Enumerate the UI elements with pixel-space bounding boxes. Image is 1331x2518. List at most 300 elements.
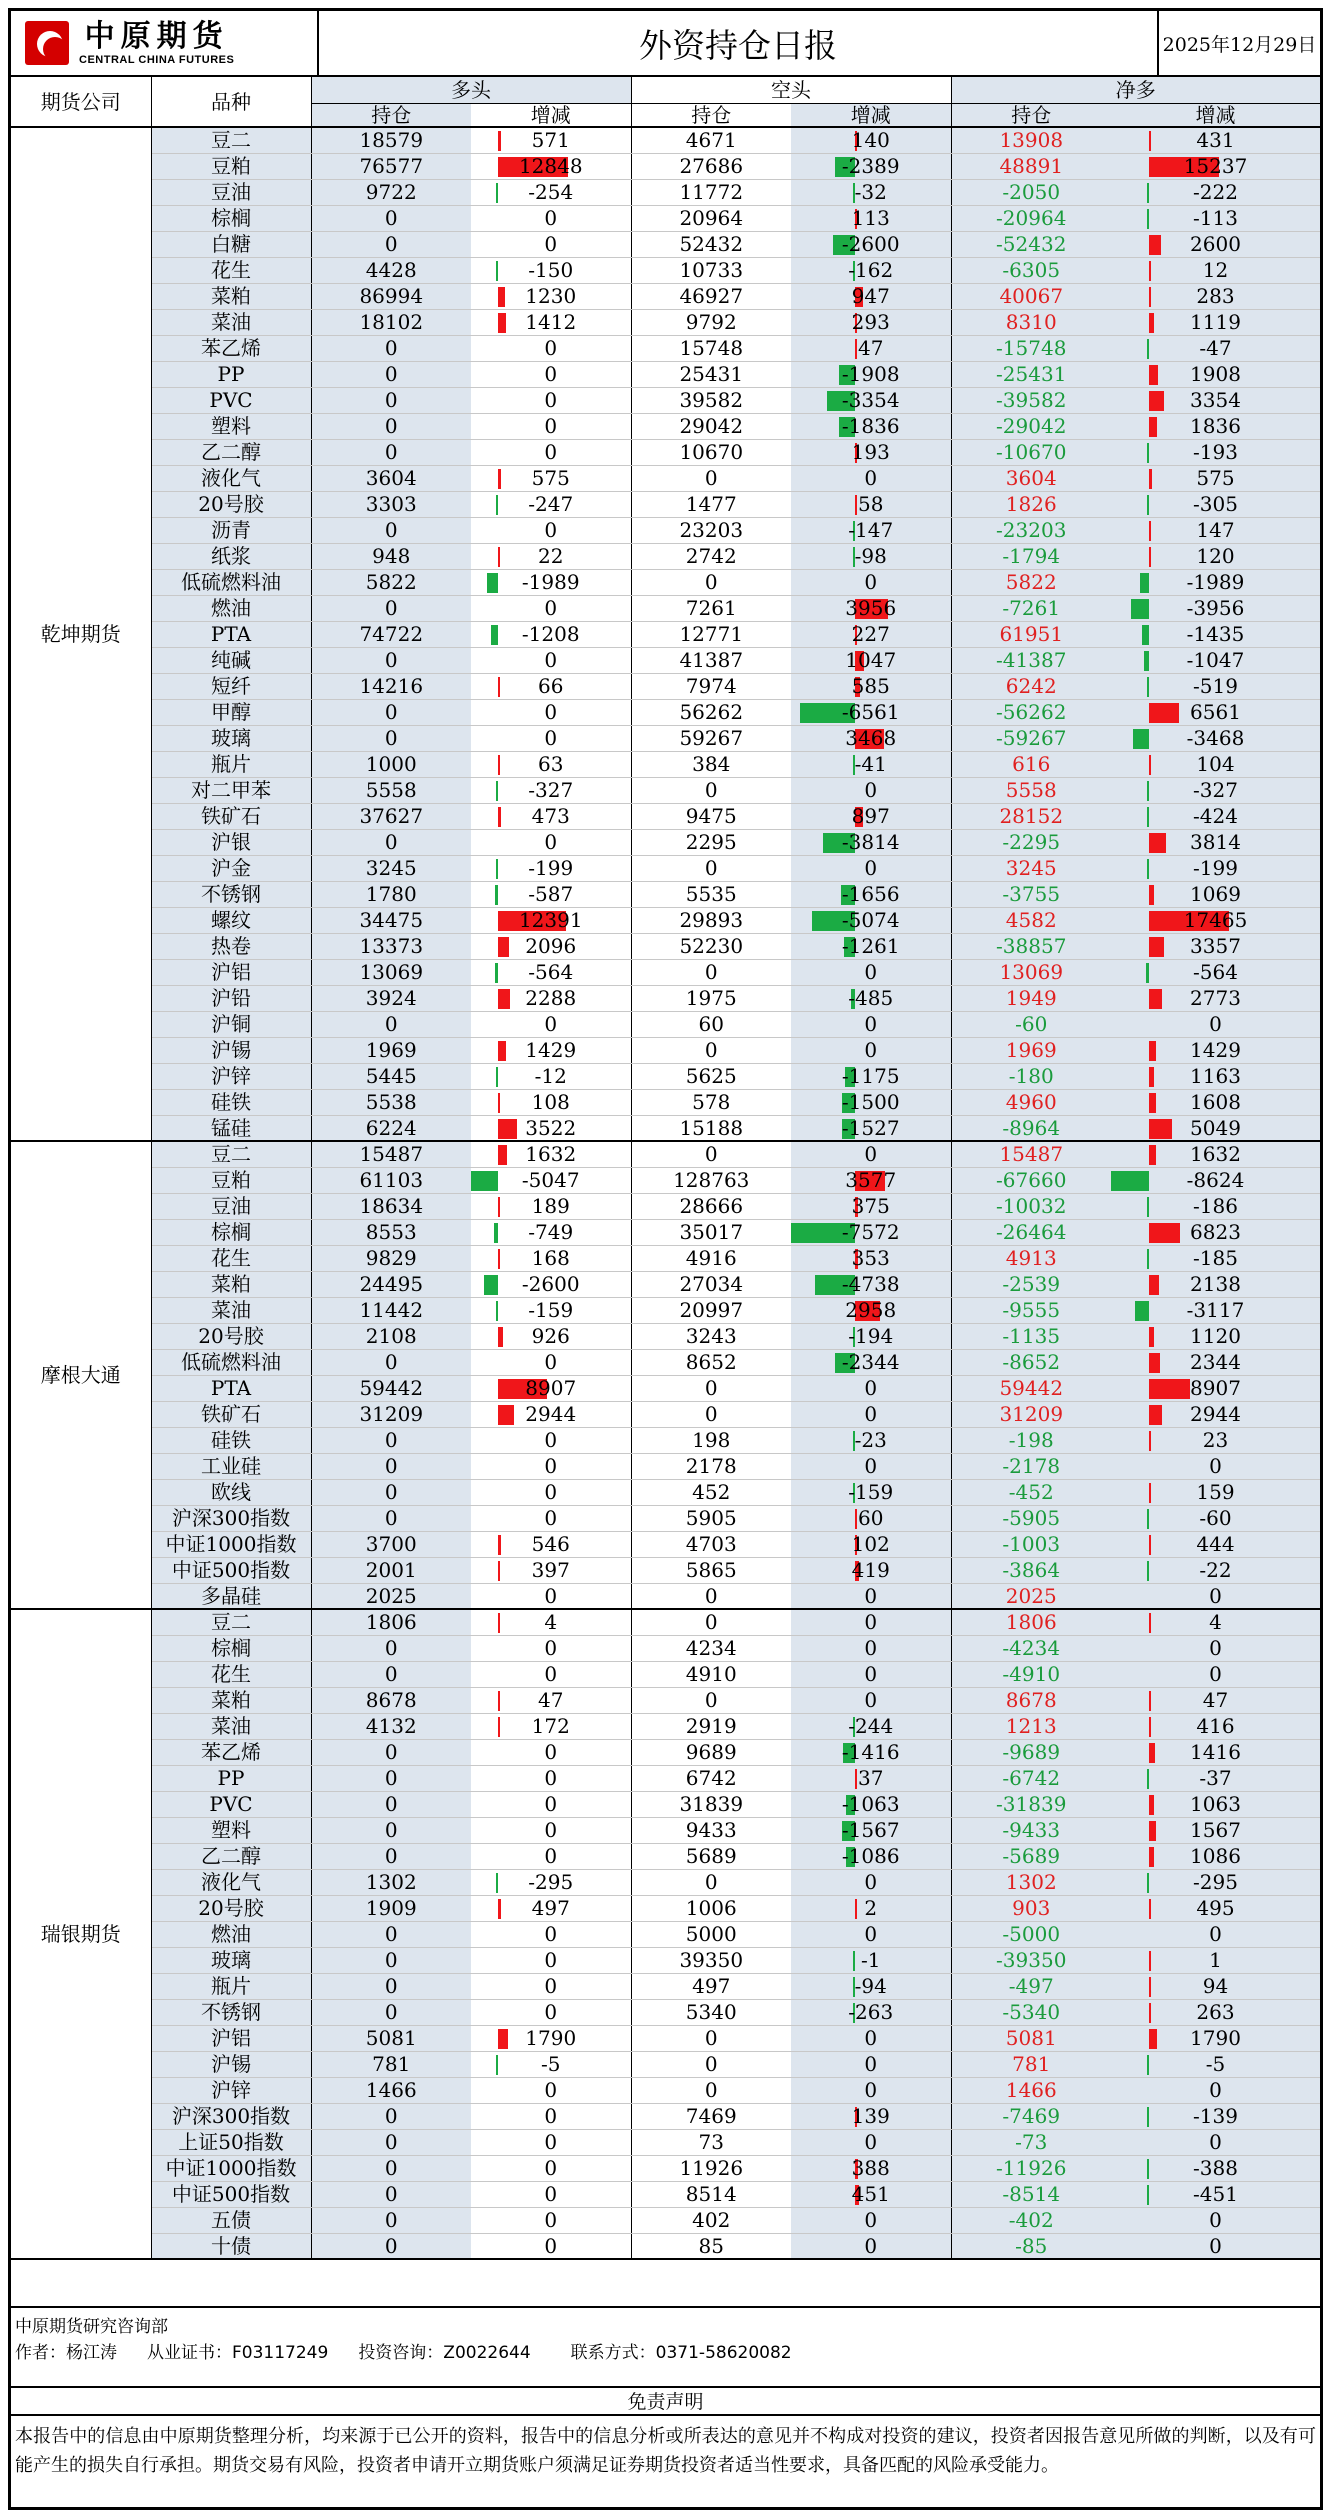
net-change-cell	[1111, 1141, 1320, 1167]
increase-bar	[1149, 1327, 1154, 1347]
long-change-cell	[471, 387, 631, 413]
long-holding-cell: 4132	[311, 1713, 471, 1739]
increase-bar	[1149, 1379, 1190, 1399]
long-holding-cell: 0	[311, 2181, 471, 2207]
short-holding-cell: 52230	[631, 933, 791, 959]
change-value: -98	[854, 543, 887, 568]
short-change-cell	[791, 1427, 951, 1453]
decrease-bar	[496, 1873, 498, 1893]
decrease-bar	[1147, 183, 1149, 203]
short-holding-cell: 5625	[631, 1063, 791, 1089]
increase-bar	[1149, 1977, 1151, 1997]
increase-bar	[498, 287, 505, 307]
net-change-cell	[1111, 1063, 1320, 1089]
net-change-cell	[1111, 2129, 1320, 2155]
increase-bar	[1149, 833, 1166, 853]
table-row	[11, 699, 1320, 725]
short-holding-cell: 0	[631, 1401, 791, 1427]
net-change-cell	[1111, 907, 1320, 933]
long-holding-cell: 1969	[311, 1037, 471, 1063]
change-value: 0	[864, 2207, 878, 2232]
table-row	[11, 1453, 1320, 1479]
net-holding-cell: -3864	[951, 1557, 1111, 1583]
decrease-bar	[853, 1951, 855, 1971]
variety-cell: 20号胶	[151, 491, 311, 517]
change-value: 947	[851, 283, 890, 308]
long-change-cell	[471, 439, 631, 465]
variety-cell: 棕榈	[151, 1635, 311, 1661]
short-holding-cell: 7261	[631, 595, 791, 621]
increase-bar	[1149, 1899, 1151, 1919]
decrease-bar	[1133, 729, 1149, 749]
change-value: -199	[528, 855, 574, 880]
net-holding-cell: 1213	[951, 1713, 1111, 1739]
net-change-cell	[1111, 1609, 1320, 1635]
long-change-cell	[471, 1687, 631, 1713]
change-value: 6561	[1190, 699, 1241, 724]
net-change-cell	[1111, 1219, 1320, 1245]
net-change-cell	[1111, 803, 1320, 829]
short-holding-cell: 6742	[631, 1765, 791, 1791]
net-holding-cell: -10032	[951, 1193, 1111, 1219]
change-value: 6823	[1190, 1219, 1241, 1244]
short-change-cell	[791, 1115, 951, 1141]
net-holding-cell: -1135	[951, 1323, 1111, 1349]
change-value: -1261	[841, 933, 900, 958]
net-change-cell	[1111, 387, 1320, 413]
increase-bar	[498, 1405, 514, 1425]
net-change-cell	[1111, 1973, 1320, 1999]
short-change-cell	[791, 933, 951, 959]
net-change-cell	[1111, 569, 1320, 595]
change-value: -1063	[841, 1791, 900, 1816]
net-change-cell	[1111, 673, 1320, 699]
short-holding-cell: 384	[631, 751, 791, 777]
long-change-cell	[471, 1739, 631, 1765]
variety-cell: 菜粕	[151, 283, 311, 309]
decrease-bar	[471, 1171, 498, 1191]
table-row	[11, 1479, 1320, 1505]
variety-cell: 菜油	[151, 309, 311, 335]
net-change-cell	[1111, 621, 1320, 647]
short-holding-cell: 20964	[631, 205, 791, 231]
short-holding-cell: 4703	[631, 1531, 791, 1557]
change-value: 108	[531, 1089, 570, 1114]
short-holding-cell: 85	[631, 2233, 791, 2259]
net-holding-cell: -26464	[951, 1219, 1111, 1245]
short-change-cell	[791, 1791, 951, 1817]
long-change-cell	[471, 1297, 631, 1323]
net-change-cell	[1111, 595, 1320, 621]
short-holding-cell: 9475	[631, 803, 791, 829]
table-row	[11, 1999, 1320, 2025]
table-row	[11, 803, 1320, 829]
change-value: 585	[851, 673, 890, 698]
change-value: 8907	[525, 1375, 577, 1400]
change-value: 4	[1209, 1610, 1222, 1634]
long-holding-cell: 31209	[311, 1401, 471, 1427]
report-frame	[8, 8, 1323, 2510]
short-holding-cell: 59267	[631, 725, 791, 751]
variety-cell: 燃油	[151, 595, 311, 621]
increase-bar	[1149, 365, 1158, 385]
change-value: 139	[851, 2103, 890, 2128]
long-change-cell	[471, 2077, 631, 2103]
net-change-cell	[1111, 959, 1320, 985]
short-holding-cell: 497	[631, 1973, 791, 1999]
short-change-cell	[791, 1453, 951, 1479]
decrease-bar	[491, 625, 498, 645]
table-row	[11, 439, 1320, 465]
table-row	[11, 2233, 1320, 2259]
logo	[11, 11, 319, 75]
change-value: -23	[854, 1427, 887, 1452]
table-row	[11, 465, 1320, 491]
decrease-bar	[496, 859, 498, 879]
long-holding-cell: 61103	[311, 1167, 471, 1193]
table-row	[11, 491, 1320, 517]
report-title: 外资持仓日报	[639, 25, 837, 65]
table-row	[11, 2181, 1320, 2207]
net-change-cell	[1111, 2233, 1320, 2259]
change-value: 12	[1202, 257, 1229, 282]
change-value: 0	[864, 1453, 878, 1478]
net-holding-cell: -5905	[951, 1505, 1111, 1531]
change-value: 388	[851, 2155, 890, 2180]
short-change-cell	[791, 1817, 951, 1843]
short-holding-cell: 73	[631, 2129, 791, 2155]
report-footer	[11, 2306, 1320, 2507]
net-change-cell	[1111, 725, 1320, 751]
long-change-cell	[471, 1531, 631, 1557]
change-value: 17465	[1183, 907, 1248, 932]
long-holding-cell: 0	[311, 1843, 471, 1869]
variety-cell: 对二甲苯	[151, 777, 311, 803]
long-holding-cell: 0	[311, 335, 471, 361]
table-row	[11, 1245, 1320, 1271]
table-row	[11, 153, 1320, 179]
increase-bar	[498, 1561, 500, 1581]
decrease-bar	[1131, 599, 1149, 619]
short-change-cell	[791, 179, 951, 205]
short-change-cell	[791, 439, 951, 465]
table-row	[11, 1167, 1320, 1193]
report-header	[11, 11, 1320, 77]
variety-cell: 热卷	[151, 933, 311, 959]
change-value: -1435	[1186, 621, 1245, 646]
change-value: -6561	[841, 699, 900, 724]
long-holding-cell: 1000	[311, 751, 471, 777]
col-company: 期货公司	[11, 77, 151, 127]
change-value: 0	[864, 855, 878, 880]
change-value: 2773	[1190, 985, 1241, 1010]
net-holding-cell: 4913	[951, 1245, 1111, 1271]
net-change-cell	[1111, 1427, 1320, 1453]
change-value: -5	[1205, 2051, 1226, 2076]
change-value: -1175	[841, 1063, 900, 1088]
change-value: 58	[858, 491, 884, 516]
table-row	[11, 647, 1320, 673]
long-change-cell	[471, 361, 631, 387]
short-holding-cell: 41387	[631, 647, 791, 673]
increase-bar	[498, 1899, 501, 1919]
short-holding-cell: 23203	[631, 517, 791, 543]
increase-bar	[498, 313, 506, 333]
short-holding-cell: 0	[631, 2051, 791, 2077]
change-value: 0	[544, 829, 558, 854]
change-value: 5049	[1190, 1115, 1241, 1140]
long-holding-cell: 781	[311, 2051, 471, 2077]
short-change-cell	[791, 1167, 951, 1193]
long-change-cell	[471, 1115, 631, 1141]
table-row	[11, 933, 1320, 959]
net-holding-cell: -59267	[951, 725, 1111, 751]
short-holding-cell: 2919	[631, 1713, 791, 1739]
change-value: -254	[528, 179, 574, 204]
logo-icon	[25, 21, 69, 65]
change-value: -327	[1193, 777, 1238, 802]
increase-bar	[1149, 1717, 1151, 1737]
change-value: 444	[1196, 1531, 1235, 1556]
change-value: 419	[851, 1557, 890, 1582]
increase-bar	[1149, 1353, 1160, 1373]
long-holding-cell: 2108	[311, 1323, 471, 1349]
decrease-bar	[1147, 859, 1149, 879]
decrease-bar	[1147, 1769, 1149, 1789]
decrease-bar	[1147, 807, 1149, 827]
long-holding-cell: 0	[311, 1817, 471, 1843]
table-row	[11, 1869, 1320, 1895]
table-row	[11, 1063, 1320, 1089]
short-change-cell	[791, 777, 951, 803]
variety-cell: 燃油	[151, 1921, 311, 1947]
long-holding-cell: 2025	[311, 1583, 471, 1609]
short-change-cell	[791, 517, 951, 543]
long-holding-cell: 0	[311, 1453, 471, 1479]
long-holding-cell: 3700	[311, 1531, 471, 1557]
increase-bar	[498, 1119, 517, 1139]
short-holding-cell: 0	[631, 777, 791, 803]
long-change-cell	[471, 517, 631, 543]
change-value: 120	[1196, 543, 1235, 568]
disclaimer-text: 本报告中的信息由中原期货整理分析，均来源于已公开的资料，报告中的信息分析或所表达的意见并不构成对投资的建议，投资者因报告意见所做的判断，以及有可能产生的损失自行承担。期货交易有风险，投资者申请开立期货账户须满足证券期货投资者适当性要求，具备匹配的风险承受能力。	[15, 2426, 1316, 2476]
change-value: 2138	[1190, 1271, 1241, 1296]
short-change-cell	[791, 1609, 951, 1635]
change-value: -41	[854, 751, 887, 776]
variety-cell: 纯碱	[151, 647, 311, 673]
net-change-cell	[1111, 829, 1320, 855]
increase-bar	[498, 1327, 503, 1347]
table-row	[11, 2025, 1320, 2051]
table-row	[11, 985, 1320, 1011]
change-value: 0	[544, 1349, 558, 1374]
variety-cell: 豆二	[151, 1141, 311, 1167]
short-change-cell	[791, 1661, 951, 1687]
net-change-cell	[1111, 1323, 1320, 1349]
change-value: -47	[1199, 335, 1232, 360]
net-holding-cell: -7469	[951, 2103, 1111, 2129]
net-holding-cell: 48891	[951, 153, 1111, 179]
long-holding-cell: 14216	[311, 673, 471, 699]
short-change-cell	[791, 387, 951, 413]
short-holding-cell: 7469	[631, 2103, 791, 2129]
short-holding-cell: 29042	[631, 413, 791, 439]
long-holding-cell: 1780	[311, 881, 471, 907]
variety-cell: 五债	[151, 2207, 311, 2233]
change-value: 0	[544, 2155, 558, 2180]
variety-cell: 菜粕	[151, 1271, 311, 1297]
short-change-cell	[791, 127, 951, 153]
net-holding-cell: 8678	[951, 1687, 1111, 1713]
table-row	[11, 517, 1320, 543]
net-change-cell	[1111, 1011, 1320, 1037]
increase-bar	[1149, 2029, 1157, 2049]
net-holding-cell: -39350	[951, 1947, 1111, 1973]
change-value: -159	[528, 1297, 574, 1322]
increase-bar	[1149, 521, 1151, 541]
long-change-cell	[471, 1245, 631, 1271]
short-holding-cell: 0	[631, 1609, 791, 1635]
net-change-cell	[1111, 2025, 1320, 2051]
change-value: 0	[544, 387, 558, 412]
long-holding-cell: 9722	[311, 179, 471, 205]
net-holding-cell: -180	[951, 1063, 1111, 1089]
long-change-cell	[471, 1167, 631, 1193]
short-holding-cell: 4234	[631, 1635, 791, 1661]
long-change-cell	[471, 465, 631, 491]
long-holding-cell: 0	[311, 1973, 471, 1999]
table-row	[11, 1687, 1320, 1713]
change-value: -1208	[521, 621, 580, 646]
short-change-cell	[791, 985, 951, 1011]
net-holding-cell: -5689	[951, 1843, 1111, 1869]
long-change-cell	[471, 1921, 631, 1947]
change-value: -451	[1193, 2181, 1238, 2206]
variety-cell: 菜油	[151, 1297, 311, 1323]
decrease-bar	[1147, 781, 1149, 801]
short-holding-cell: 1006	[631, 1895, 791, 1921]
change-value: 0	[864, 1869, 878, 1894]
short-change-cell	[791, 2233, 951, 2259]
decrease-bar	[1147, 1509, 1149, 1529]
table-row	[11, 1219, 1320, 1245]
short-holding-cell: 2295	[631, 829, 791, 855]
long-holding-cell: 948	[311, 543, 471, 569]
net-change-cell	[1111, 855, 1320, 881]
increase-bar	[1149, 261, 1151, 281]
short-change-cell	[791, 1193, 951, 1219]
short-holding-cell: 56262	[631, 699, 791, 725]
change-value: 0	[1209, 2129, 1222, 2154]
net-change-cell	[1111, 1089, 1320, 1115]
variety-cell: PP	[151, 361, 311, 387]
net-change-cell	[1111, 2077, 1320, 2103]
increase-bar	[498, 677, 500, 697]
decrease-bar	[495, 963, 498, 983]
change-value: -295	[1193, 1869, 1238, 1894]
long-holding-cell: 0	[311, 205, 471, 231]
table-row	[11, 725, 1320, 751]
net-change-cell	[1111, 1401, 1320, 1427]
short-change-cell	[791, 1271, 951, 1297]
change-value: 0	[1209, 2207, 1222, 2232]
net-holding-cell: -7261	[951, 595, 1111, 621]
increase-bar	[498, 1093, 500, 1113]
variety-cell: 螺纹	[151, 907, 311, 933]
net-change-cell	[1111, 1869, 1320, 1895]
short-change-cell	[791, 699, 951, 725]
net-holding-cell: -5340	[951, 1999, 1111, 2025]
net-change-cell	[1111, 1817, 1320, 1843]
net-change-cell	[1111, 933, 1320, 959]
short-holding-cell: 35017	[631, 1219, 791, 1245]
change-value: 0	[544, 595, 558, 620]
long-change-cell	[471, 491, 631, 517]
change-value: 0	[544, 1661, 558, 1686]
change-value: 47	[858, 335, 884, 360]
change-value: 0	[864, 2025, 878, 2050]
increase-bar	[855, 1769, 857, 1789]
change-value: 147	[1196, 517, 1235, 542]
table-row	[11, 1193, 1320, 1219]
variety-cell: 豆二	[151, 127, 311, 153]
net-holding-cell: -6742	[951, 1765, 1111, 1791]
decrease-bar	[1147, 1197, 1149, 1217]
short-holding-cell: 5865	[631, 1557, 791, 1583]
short-change-cell	[791, 543, 951, 569]
net-holding-cell: -1794	[951, 543, 1111, 569]
variety-cell: 塑料	[151, 413, 311, 439]
change-value: 15237	[1183, 153, 1248, 178]
change-value: -2600	[521, 1271, 580, 1296]
change-value: 22	[538, 543, 564, 568]
increase-bar	[1149, 131, 1151, 151]
decrease-bar	[1144, 651, 1149, 671]
increase-bar	[1149, 235, 1161, 255]
short-holding-cell: 0	[631, 959, 791, 985]
short-holding-cell: 15188	[631, 1115, 791, 1141]
long-holding-cell: 2001	[311, 1557, 471, 1583]
increase-bar	[1149, 547, 1151, 567]
table-row	[11, 1791, 1320, 1817]
short-change-cell	[791, 1141, 951, 1167]
decrease-bar	[1147, 2107, 1149, 2127]
table-row	[11, 1271, 1320, 1297]
change-value: 2944	[1190, 1401, 1241, 1426]
increase-bar	[1149, 989, 1162, 1009]
decrease-bar	[1147, 443, 1149, 463]
short-change-cell	[791, 1297, 951, 1323]
short-change-cell	[791, 1635, 951, 1661]
increase-bar	[1149, 1145, 1156, 1165]
variety-cell: 不锈钢	[151, 881, 311, 907]
long-change-cell	[471, 1193, 631, 1219]
change-value: 1790	[525, 2025, 577, 2050]
long-holding-cell: 8553	[311, 1219, 471, 1245]
short-holding-cell: 9792	[631, 309, 791, 335]
table-row	[11, 621, 1320, 647]
decrease-bar	[1147, 495, 1149, 515]
change-value: -4738	[841, 1271, 900, 1296]
short-holding-cell: 5535	[631, 881, 791, 907]
decrease-bar	[495, 885, 498, 905]
change-value: 172	[531, 1713, 570, 1738]
change-value: 94	[1202, 1973, 1229, 1998]
variety-cell: 沪铝	[151, 2025, 311, 2051]
long-change-cell	[471, 1271, 631, 1297]
net-holding-cell: -41387	[951, 647, 1111, 673]
change-value: -5	[541, 2051, 561, 2076]
